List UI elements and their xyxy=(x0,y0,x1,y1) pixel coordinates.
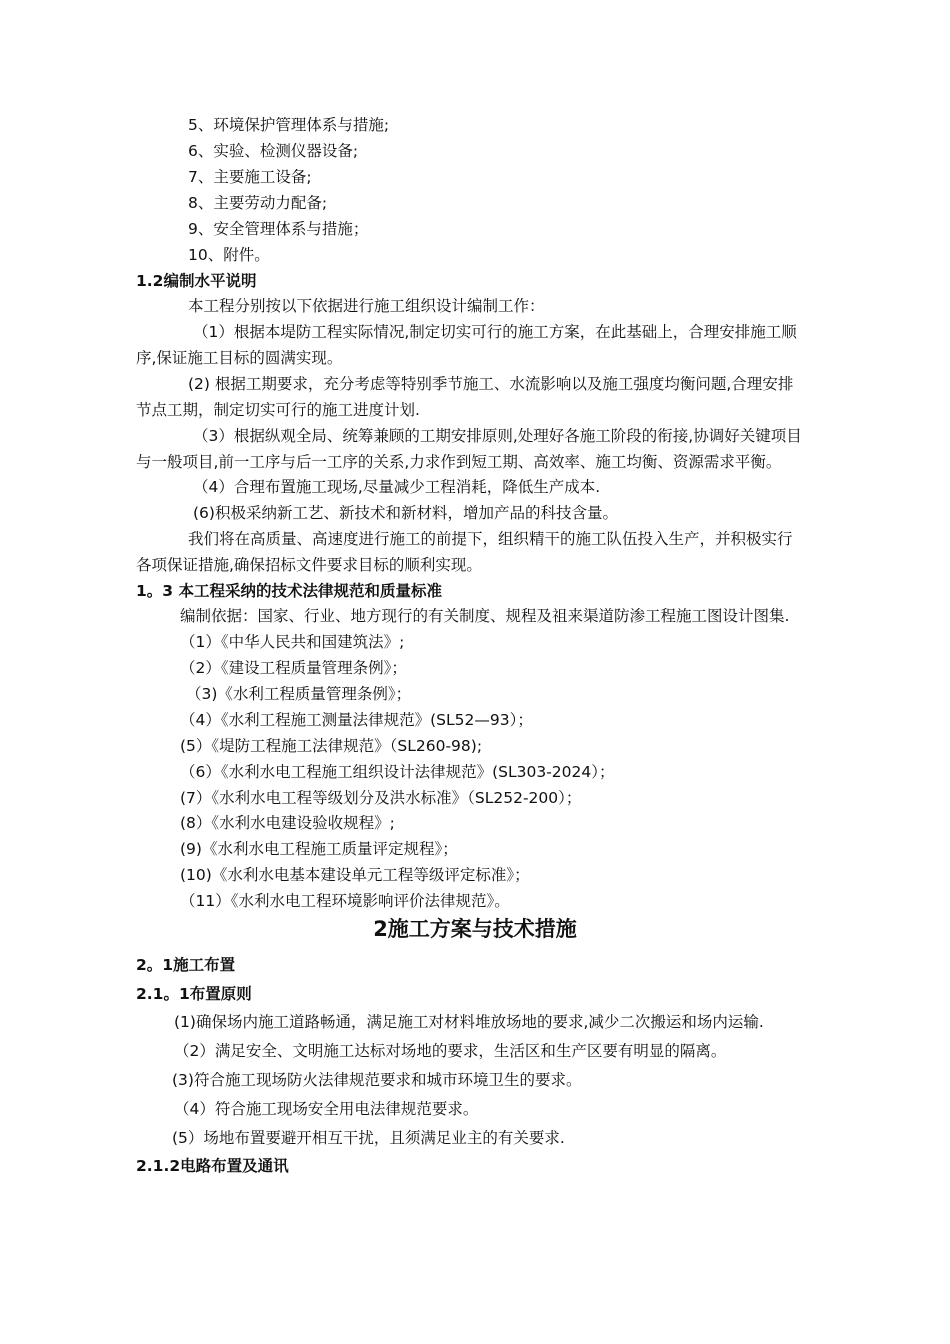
principle-item: （4）符合施工现场安全用电法律规范要求。 xyxy=(174,1100,479,1118)
section-heading: 1。3 本工程采纳的技术法律规范和质量标准 xyxy=(136,582,442,600)
section-heading: 2.1.2电路布置及通讯 xyxy=(136,1157,289,1175)
standard-item: (8）《水利水电建设验收规程》; xyxy=(180,814,395,832)
paragraph-line: （3）根据纵观全局、统筹兼顾的工期安排原则,处理好各施工阶段的衔接,协调好关键项目 xyxy=(193,427,802,445)
list-item: 5、环境保护管理体系与措施; xyxy=(188,116,390,134)
paragraph-line: 与一般项目,前一工序与后一工序的关系,力求作到短工期、高效率、施工均衡、资源需求平衡。 xyxy=(136,453,782,471)
standard-item: （4）《水利工程施工测量法律规范》(SL52—93）； xyxy=(180,711,533,729)
list-item: 6、实验、检测仪器设备; xyxy=(188,142,359,160)
paragraph-line: 本工程分别按以下依据进行施工组织设计编制工作： xyxy=(188,297,545,315)
standard-item: （11）《水利水电工程环境影响评价法律规范》。 xyxy=(180,892,510,910)
paragraph-line: 节点工期，制定切实可行的施工进度计划. xyxy=(136,401,420,419)
principle-item: (1)确保场内施工道路畅通，满足施工对材料堆放场地的要求,减少二次搬运和场内运输. xyxy=(174,1013,764,1031)
section-heading: 2。1施工布置 xyxy=(136,956,236,974)
section-heading: 1.2编制水平说明 xyxy=(136,272,257,290)
paragraph-line: 序,保证施工目标的圆满实现。 xyxy=(136,349,343,367)
paragraph-line: （1）根据本堤防工程实际情况,制定切实可行的施工方案，在此基础上，合理安排施工顺 xyxy=(193,323,797,341)
standard-item: （6）《水利水电工程施工组织设计法律规范》(SL303-2024）； xyxy=(180,763,615,781)
paragraph-line: （4）合理布置施工现场,尽量减少工程消耗，降低生产成本. xyxy=(193,478,601,496)
principle-item: （2）满足安全、文明施工达标对场地的要求，生活区和生产区要有明显的隔离。 xyxy=(174,1042,727,1060)
list-item: 9、安全管理体系与措施； xyxy=(188,220,369,238)
standard-item: (9)《水利水电工程施工质量评定规程》； xyxy=(180,840,458,858)
principle-item: (3)符合施工现场防火法律规范要求和城市环境卫生的要求。 xyxy=(172,1071,582,1089)
list-item: 8、主要劳动力配备; xyxy=(188,194,328,212)
standard-item: (10)《水利水电基本建设单元工程等级评定标准》； xyxy=(180,866,530,884)
paragraph-line: (6)积极采纳新工艺、新技术和新材料，增加产品的科技含量。 xyxy=(193,504,618,522)
chapter-title: 2施工方案与技术措施 xyxy=(373,917,577,941)
paragraph-line: 各项保证措施,确保招标文件要求目标的顺利实现。 xyxy=(136,556,482,574)
standard-item: (7）《水利水电工程等级划分及洪水标准》（SL252-200）； xyxy=(180,789,582,807)
standard-item: (5）《堤防工程施工法律规范》（SL260-98); xyxy=(180,737,483,755)
section-heading: 2.1。1布置原则 xyxy=(136,985,252,1003)
standard-item: （1）《中华人民共和国建筑法》; xyxy=(180,633,405,651)
list-item: 7、主要施工设备; xyxy=(188,168,312,186)
standard-item: （3)《水利工程质量管理条例》； xyxy=(186,685,412,703)
paragraph-line: (2) 根据工期要求，充分考虑等特别季节施工、水流影响以及施工强度均衡问题,合理安排 xyxy=(188,375,794,393)
paragraph-line: 我们将在高质量、高速度进行施工的前提下，组织精干的施工队伍投入生产，并积极实行 xyxy=(188,530,793,548)
standard-item: （2）《建设工程质量管理条例》； xyxy=(180,659,407,677)
principle-item: (5）场地布置要避开相互干扰，且须满足业主的有关要求. xyxy=(172,1129,565,1147)
list-item: 10、附件。 xyxy=(188,246,270,264)
paragraph-line: 编制依据：国家、行业、地方现行的有关制度、规程及祖来渠道防渗工程施工图设计图集. xyxy=(180,607,790,625)
